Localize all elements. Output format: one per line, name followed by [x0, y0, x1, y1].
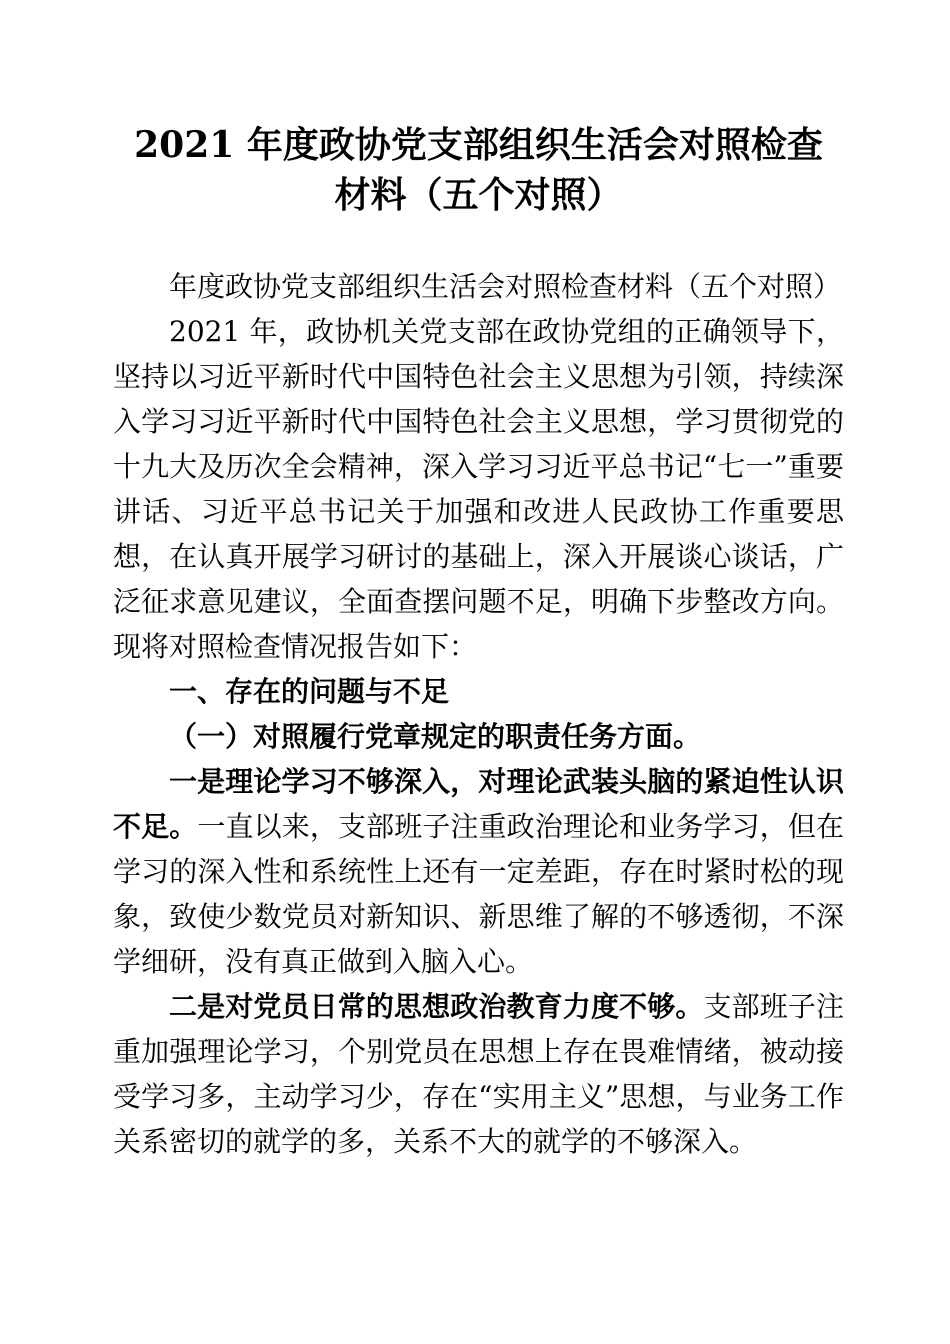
section-heading: 一、存在的问题与不足 [169, 675, 450, 708]
paragraph-lead-sentence: 一是理论学习不够深入，对理论武装头脑的紧迫性认识不足。 [113, 765, 844, 843]
document-title: 2021 年度政协党支部组织生活会对照检查材料（五个对照） [134, 124, 823, 216]
document-body [113, 264, 844, 1164]
body-paragraph: 2021 年，政协机关党支部在政协党组的正确领导下，坚持以习近平新时代中国特色社会主义思想为引领，持续深入学习习近平新时代中国特色社会主义思想，学习贯彻党的十九大及历次全会精神，深入学习习近平总书记“七一”重要讲话、习近平总书记关于加强和改进人民政协工作重要思想，在认真开展学习研讨的基础上，深入开展谈心谈话，广泛征求意见建议，全面查摆问题不足，明确下步整改方向。现将对照检查情况报告如下： [113, 315, 844, 663]
body-paragraph: 年度政协党支部组织生活会对照检查材料（五个对照） [169, 270, 842, 303]
subsection-heading: （一）对照履行党章规定的职责任务方面。 [169, 720, 702, 753]
paragraph-lead-sentence: 二是对党员日常的思想政治教育力度不够。 [169, 990, 704, 1023]
body-paragraph: 二是对党员日常的思想政治教育力度不够。支部班子注重加强理论学习，个别党员在思想上存在畏难情绪，被动接受学习多，主动学习少，存在“实用主义”思想，与业务工作关系密切的就学的多，关系不大的就学的不够深入。 [113, 990, 844, 1158]
body-paragraph: 一是理论学习不够深入，对理论武装头脑的紧迫性认识不足。一直以来，支部班子注重政治理论和业务学习，但在学习的深入性和系统性上还有一定差距，存在时紧时松的现象，致使少数党员对新知识、新思维了解的不够透彻，不深学细研，没有真正做到入脑入心。 [113, 765, 844, 978]
